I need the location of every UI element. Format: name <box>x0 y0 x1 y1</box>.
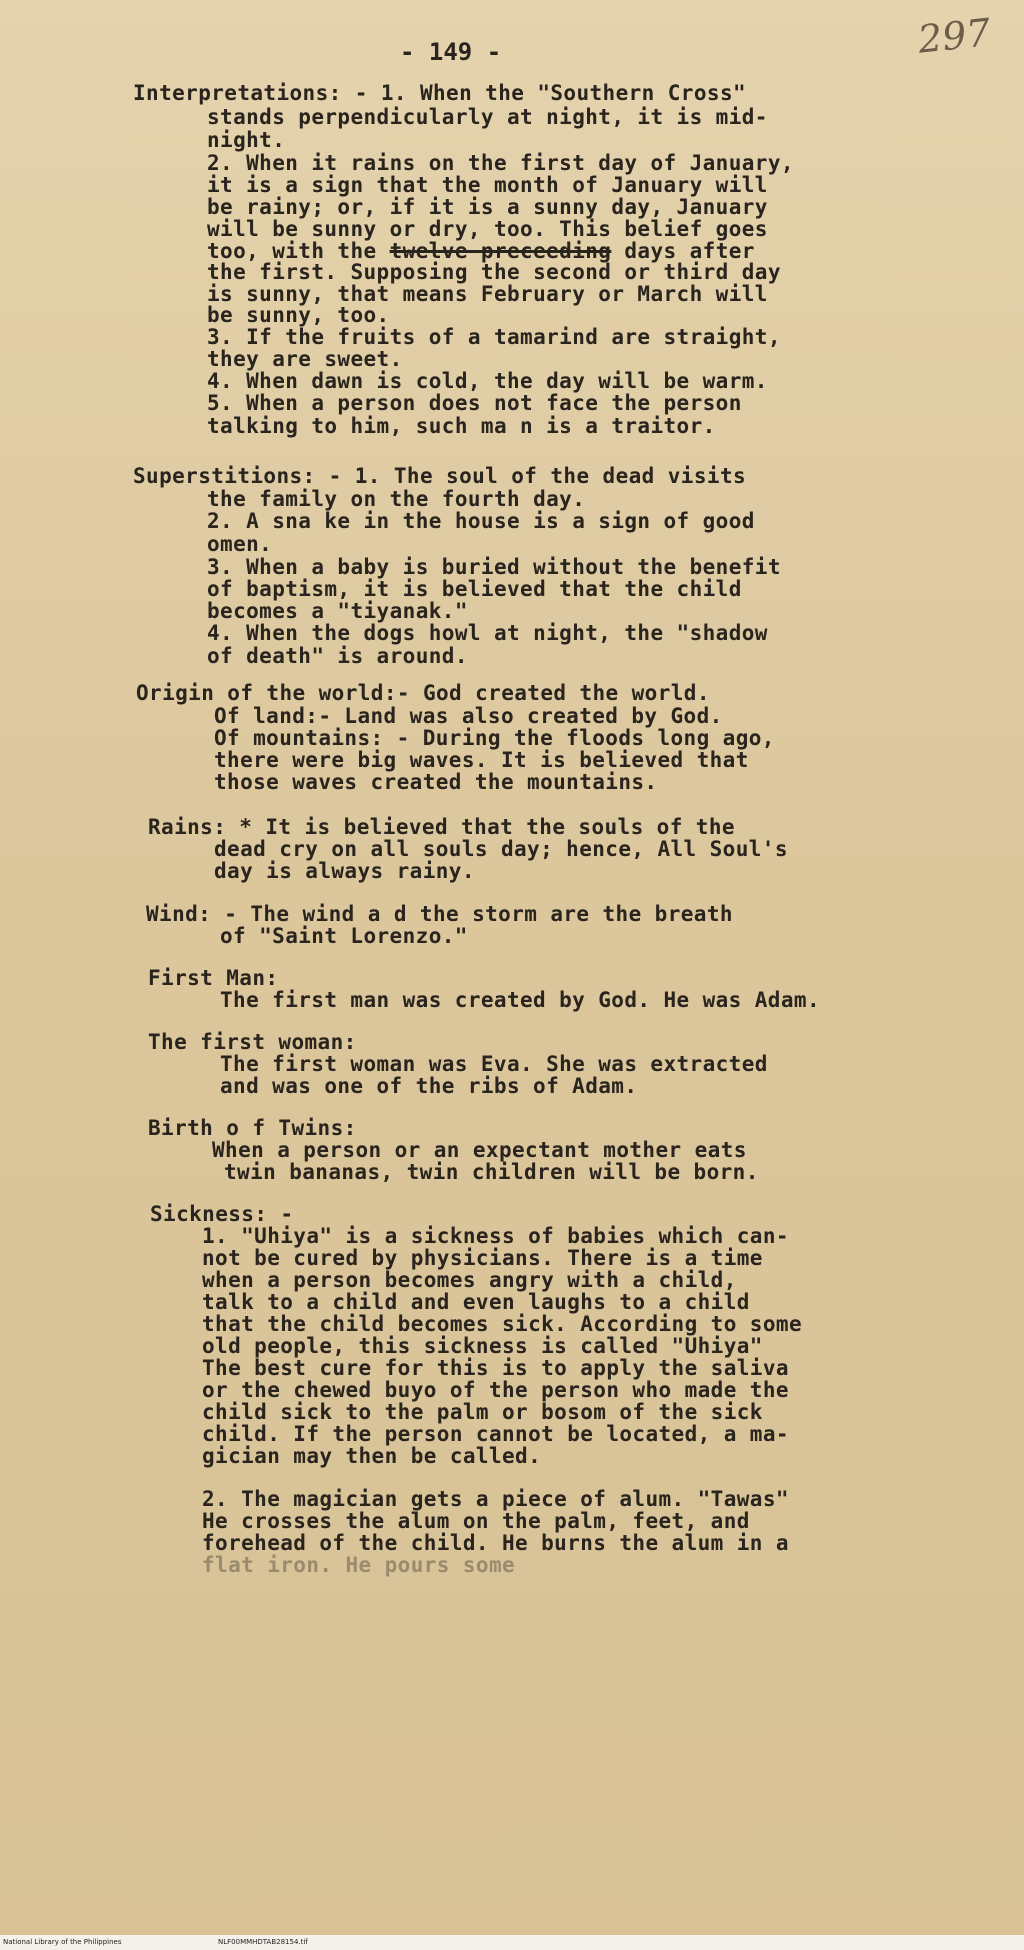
text-line: The best cure for this is to apply the saliva <box>202 1356 789 1380</box>
text-line: The first man was created by God. He was Adam. <box>220 988 820 1012</box>
text-line: night. <box>207 128 286 152</box>
text-line: the family on the fourth day. <box>207 487 586 511</box>
text-line: He crosses the alum on the palm, feet, and <box>202 1509 750 1533</box>
text-line: they are sweet. <box>207 347 403 371</box>
text-line: be rainy; or, if it is a sunny day, January <box>207 195 768 219</box>
text-line: old people, this sickness is called "Uhiya" <box>202 1334 763 1358</box>
text-line: of "Saint Lorenzo." <box>220 924 468 948</box>
text-line: Sickness: - <box>150 1202 294 1226</box>
text-line: omen. <box>207 532 273 556</box>
text-line: of death" is around. <box>207 644 468 668</box>
text-line: when a person becomes angry with a child, <box>202 1268 737 1292</box>
text-line: child sick to the palm or bosom of the sick <box>202 1400 763 1424</box>
text-line: twin bananas, twin children will be born. <box>224 1160 759 1184</box>
text-line: Origin of the world:- God created the world. <box>136 681 710 705</box>
text-line: there were big waves. It is believed that <box>214 748 749 772</box>
text-line: 2. When it rains on the first day of January, <box>207 151 794 175</box>
text-line: Wind: - The wind a d the storm are the breath <box>146 902 733 926</box>
handwritten-page-number: 297 <box>915 10 993 62</box>
text-line: those waves created the mountains. <box>214 770 658 794</box>
text-line: it is a sign that the month of January will <box>207 173 768 197</box>
struck-text: twelve preceeding <box>389 239 612 263</box>
text-line: 5. When a person does not face the person <box>207 391 742 415</box>
text-line: Of mountains: - During the floods long ago, <box>214 726 775 750</box>
text-line: When a person or an expectant mother eats <box>212 1138 747 1162</box>
text-line: or the chewed buyo of the person who made the <box>202 1378 789 1402</box>
text-line: 2. A sna ke in the house is a sign of good <box>207 509 755 533</box>
text-line: Interpretations: - 1. When the "Southern Cross" <box>133 81 747 105</box>
text-line: day is always rainy. <box>214 859 475 883</box>
text-line: Superstitions: - 1. The soul of the dead visits <box>133 464 747 488</box>
text-line: the first. Supposing the second or third day <box>207 260 781 284</box>
text-line: The first woman was Eva. She was extracted <box>220 1052 768 1076</box>
text-line: flat iron. He pours some <box>202 1553 516 1577</box>
text-line: stands perpendicularly at night, it is mid- <box>207 105 768 129</box>
text-line: First Man: <box>148 966 279 990</box>
page-number: - 149 - <box>400 38 502 66</box>
text-segment: days after <box>611 239 755 263</box>
text-line: 4. When dawn is cold, the day will be warm. <box>207 369 768 393</box>
text-line: will be sunny or dry, too. This belief goes <box>207 217 768 241</box>
text-line: 3. If the fruits of a tamarind are straight, <box>207 325 781 349</box>
text-line: Of land:- Land was also created by God. <box>214 704 723 728</box>
text-segment: too, with the <box>207 239 390 263</box>
text-line: becomes a "tiyanak." <box>207 599 468 623</box>
text-line: be sunny, too. <box>207 303 390 327</box>
footer-source: National Library of the Philippines <box>3 1938 122 1946</box>
text-line: not be cured by physicians. There is a time <box>202 1246 763 1270</box>
footer-filename: NLF00MMHDTAB28154.tif <box>218 1938 308 1946</box>
text-line: dead cry on all souls day; hence, All Soul's <box>214 837 788 861</box>
text-line: gician may then be called. <box>202 1444 542 1468</box>
text-line: talking to him, such ma n is a traitor. <box>207 414 716 438</box>
text-line: and was one of the ribs of Adam. <box>220 1074 638 1098</box>
text-line: 1. "Uhiya" is a sickness of babies which can- <box>202 1224 789 1248</box>
scan-footer <box>0 1935 1024 1950</box>
text-line: child. If the person cannot be located, a ma- <box>202 1422 789 1446</box>
text-line: that the child becomes sick. According to some <box>202 1312 802 1336</box>
text-line: forehead of the child. He burns the alum in a <box>202 1531 789 1555</box>
text-line: Rains: * It is believed that the souls of the <box>148 815 735 839</box>
text-line: is sunny, that means February or March will <box>207 282 768 306</box>
text-line: The first woman: <box>148 1030 357 1054</box>
text-line: talk to a child and even laughs to a child <box>202 1290 750 1314</box>
text-line: of baptism, it is believed that the child <box>207 577 742 601</box>
text-line: Birth o f Twins: <box>148 1116 357 1140</box>
text-line: 2. The magician gets a piece of alum. "Tawas" <box>202 1487 789 1511</box>
text-line: 3. When a baby is buried without the benefit <box>207 555 781 579</box>
text-line: 4. When the dogs howl at night, the "shadow <box>207 621 768 645</box>
